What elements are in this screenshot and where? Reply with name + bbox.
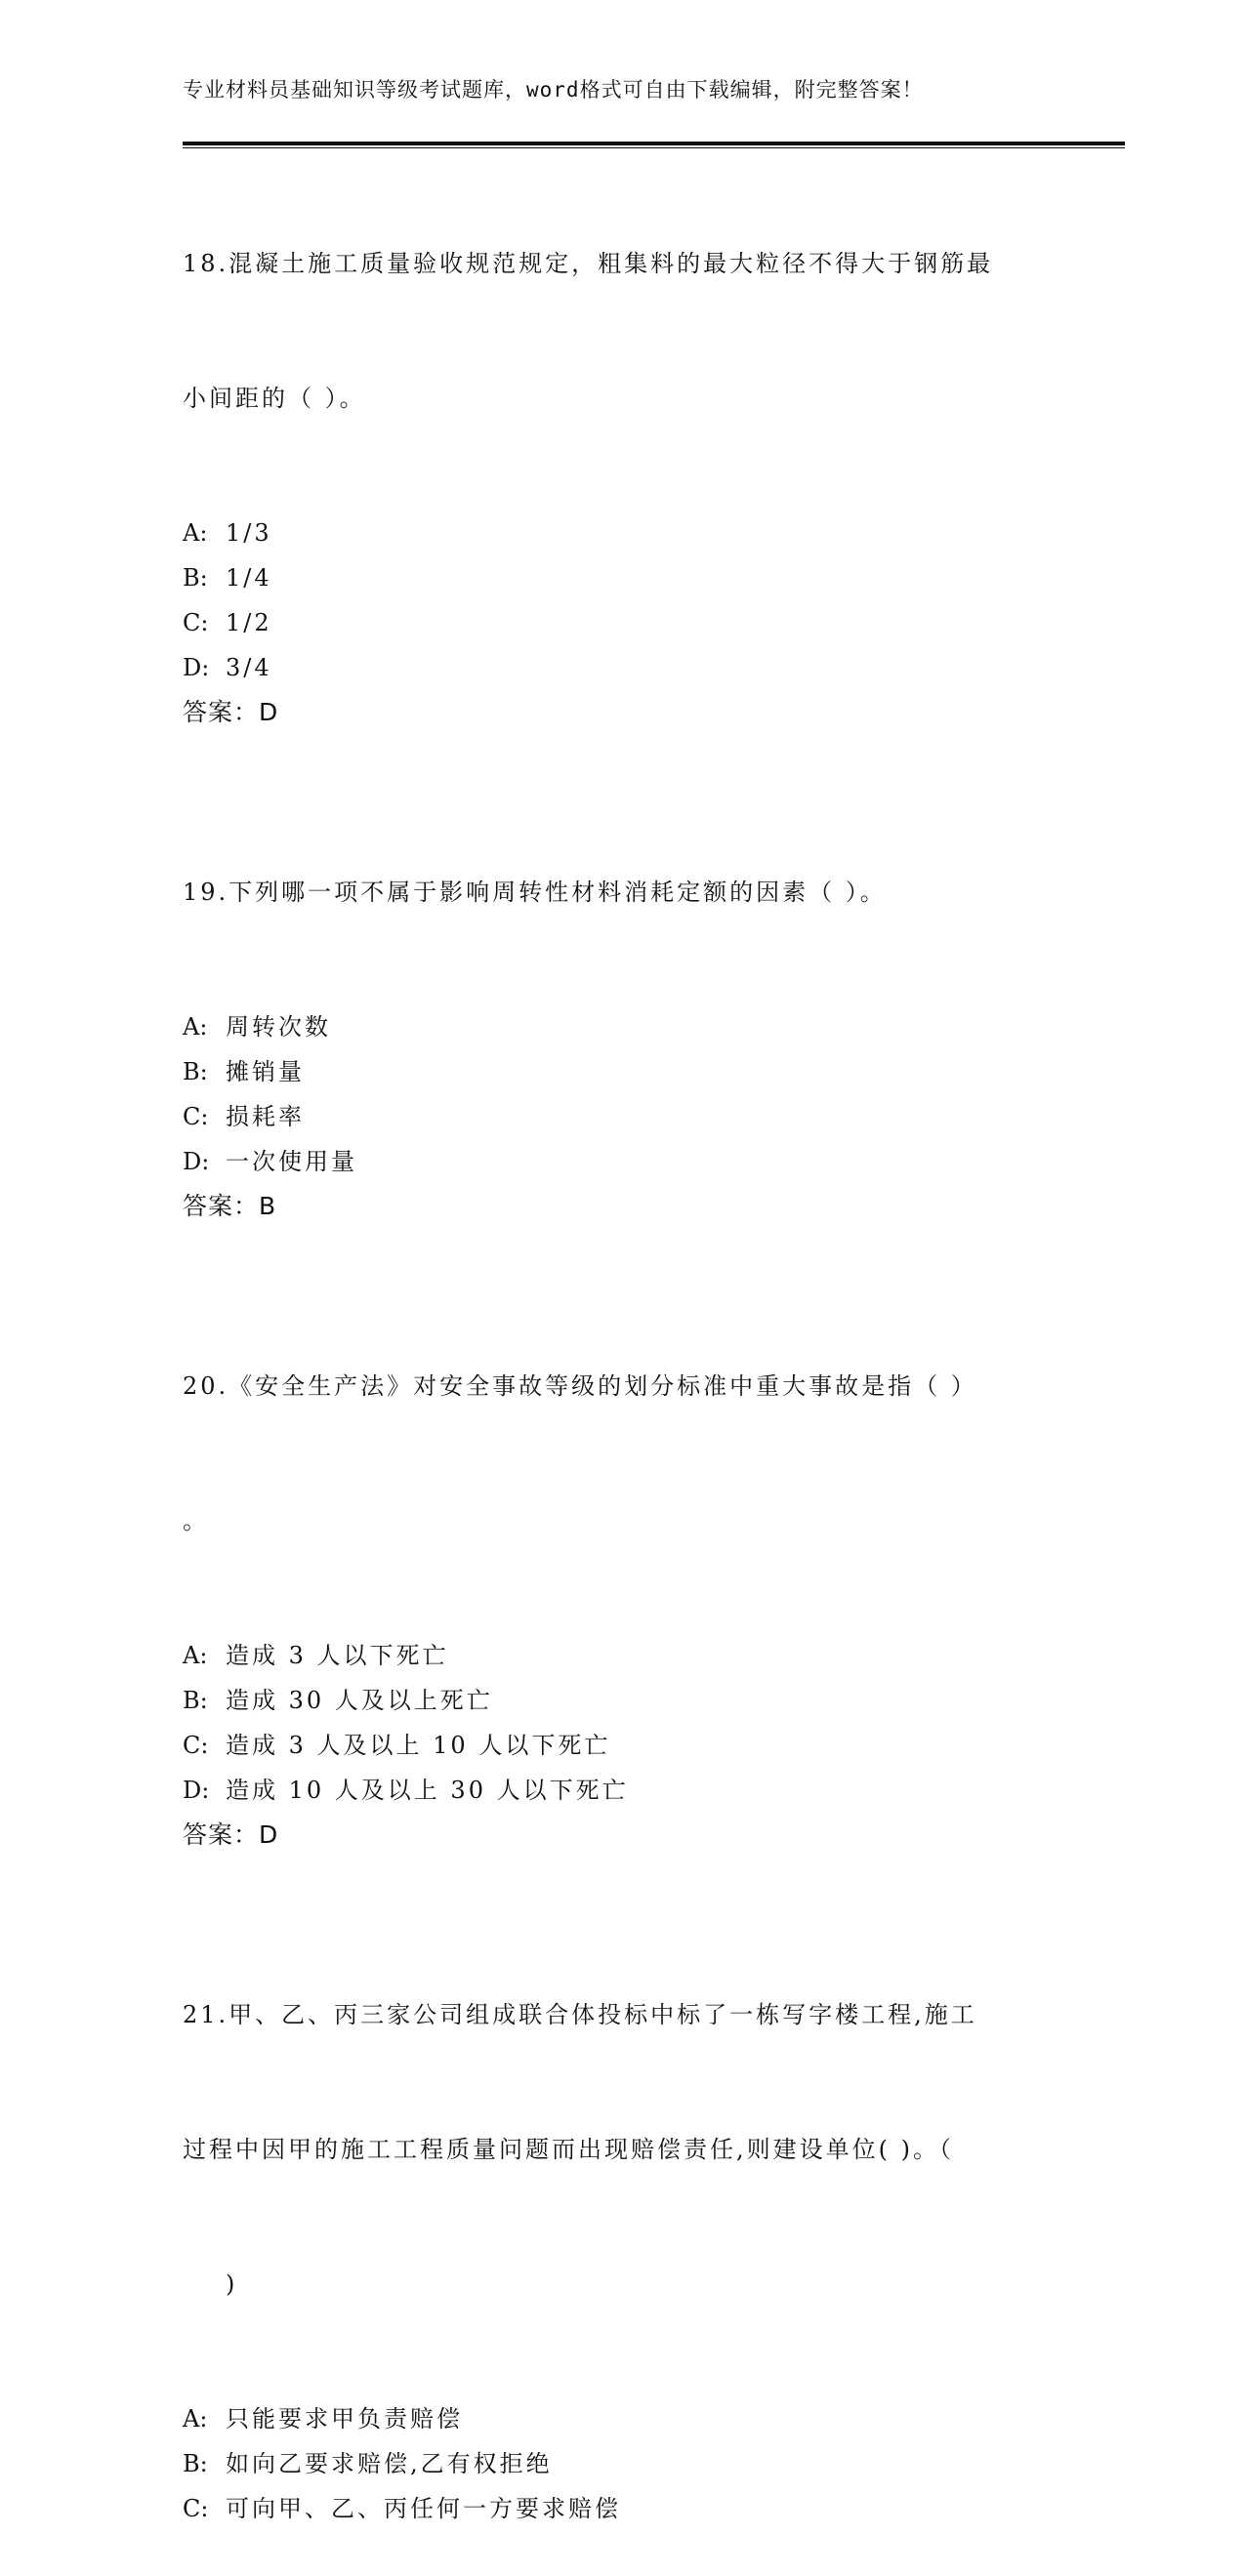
option-text: 周转次数	[226, 1013, 331, 1041]
question-stem	[183, 1902, 1061, 2396]
stem-line: 过程中因甲的施工工程质量问题而出现赔偿责任,则建设单位( )。（	[183, 2136, 954, 2163]
option-text: 可向甲、乙、丙任何一方要求赔偿	[226, 2495, 621, 2522]
option-text: 3/4	[226, 654, 272, 681]
option-c	[183, 600, 1061, 645]
page-header: 专业材料员基础知识等级考试题库，word格式可自由下载编辑，附完整答案！	[183, 78, 924, 102]
header-rule-thin	[183, 147, 1125, 148]
option-key: D:	[183, 1148, 210, 1175]
option-key: C:	[183, 1732, 209, 1759]
option-b	[183, 1049, 1061, 1094]
stem-line: 20.《安全生产法》对安全事故等级的划分标准中重大事故是指（ ）	[183, 1372, 977, 1400]
answer-line: 答案：D	[183, 1820, 279, 1849]
option-text: 1/3	[226, 519, 272, 547]
question-19	[183, 780, 1061, 1229]
stem-line: 。	[183, 1507, 209, 1534]
question-list	[183, 151, 1061, 2576]
option-key: A:	[183, 2405, 208, 2433]
option-key: C:	[183, 2495, 209, 2522]
question-stem	[183, 151, 1061, 511]
option-key: B:	[183, 564, 208, 592]
option-key: A:	[183, 1013, 208, 1041]
option-key: A:	[183, 519, 208, 547]
option-text: 摊销量	[226, 1058, 305, 1085]
option-d	[183, 1139, 1061, 1184]
stem-line: 18.混凝土施工质量验收规范规定，粗集料的最大粒径不得大于钢筋最	[183, 250, 994, 277]
option-key: C:	[183, 1103, 209, 1130]
option-c	[183, 1723, 1061, 1768]
option-key: B:	[183, 2450, 208, 2477]
option-key: A:	[183, 1642, 208, 1669]
stem-line: 19.下列哪一项不属于影响周转性材料消耗定额的因素（ ）。	[183, 879, 887, 906]
option-text: 造成 3 人及以上 10 人以下死亡	[226, 1732, 611, 1759]
question-21	[183, 1902, 1061, 2531]
header-rule-thick	[183, 142, 1125, 145]
option-a	[183, 511, 1061, 555]
option-b	[183, 2441, 1061, 2486]
option-text: 如向乙要求赔偿,乙有权拒绝	[226, 2450, 553, 2477]
option-d	[183, 645, 1061, 690]
option-a	[183, 1004, 1061, 1049]
option-text: 一次使用量	[226, 1148, 357, 1175]
option-d	[183, 1768, 1061, 1813]
option-text: 损耗率	[226, 1103, 305, 1130]
option-key: C:	[183, 609, 209, 636]
option-c	[183, 1094, 1061, 1139]
option-key: D:	[183, 654, 210, 681]
option-text: 1/2	[226, 609, 272, 636]
option-b	[183, 555, 1061, 600]
option-text: 只能要求甲负责赔偿	[226, 2405, 463, 2433]
question-stem	[183, 1274, 1061, 1633]
option-a	[183, 1633, 1061, 1678]
option-key: B:	[183, 1058, 208, 1085]
option-text: 造成 30 人及以上死亡	[226, 1687, 493, 1714]
answer-line: 答案：D	[183, 698, 279, 726]
option-text: 造成 3 人以下死亡	[226, 1642, 449, 1669]
option-key: B:	[183, 1687, 208, 1714]
question-18	[183, 151, 1061, 735]
option-c	[183, 2486, 1061, 2531]
stem-line: 小间距的（ ）。	[183, 385, 366, 412]
option-text: 1/4	[226, 564, 272, 592]
answer-line: 答案：B	[183, 1192, 277, 1220]
stem-line: 21.甲、乙、丙三家公司组成联合体投标中标了一栋写字楼工程,施工	[183, 2001, 977, 2028]
option-a	[183, 2396, 1061, 2441]
question-20	[183, 1274, 1061, 1858]
question-stem	[183, 780, 1061, 1004]
stem-line: )	[226, 2270, 238, 2298]
option-text: 造成 10 人及以上 30 人以下死亡	[226, 1777, 629, 1804]
option-key: D:	[183, 1777, 210, 1804]
option-b	[183, 1678, 1061, 1723]
